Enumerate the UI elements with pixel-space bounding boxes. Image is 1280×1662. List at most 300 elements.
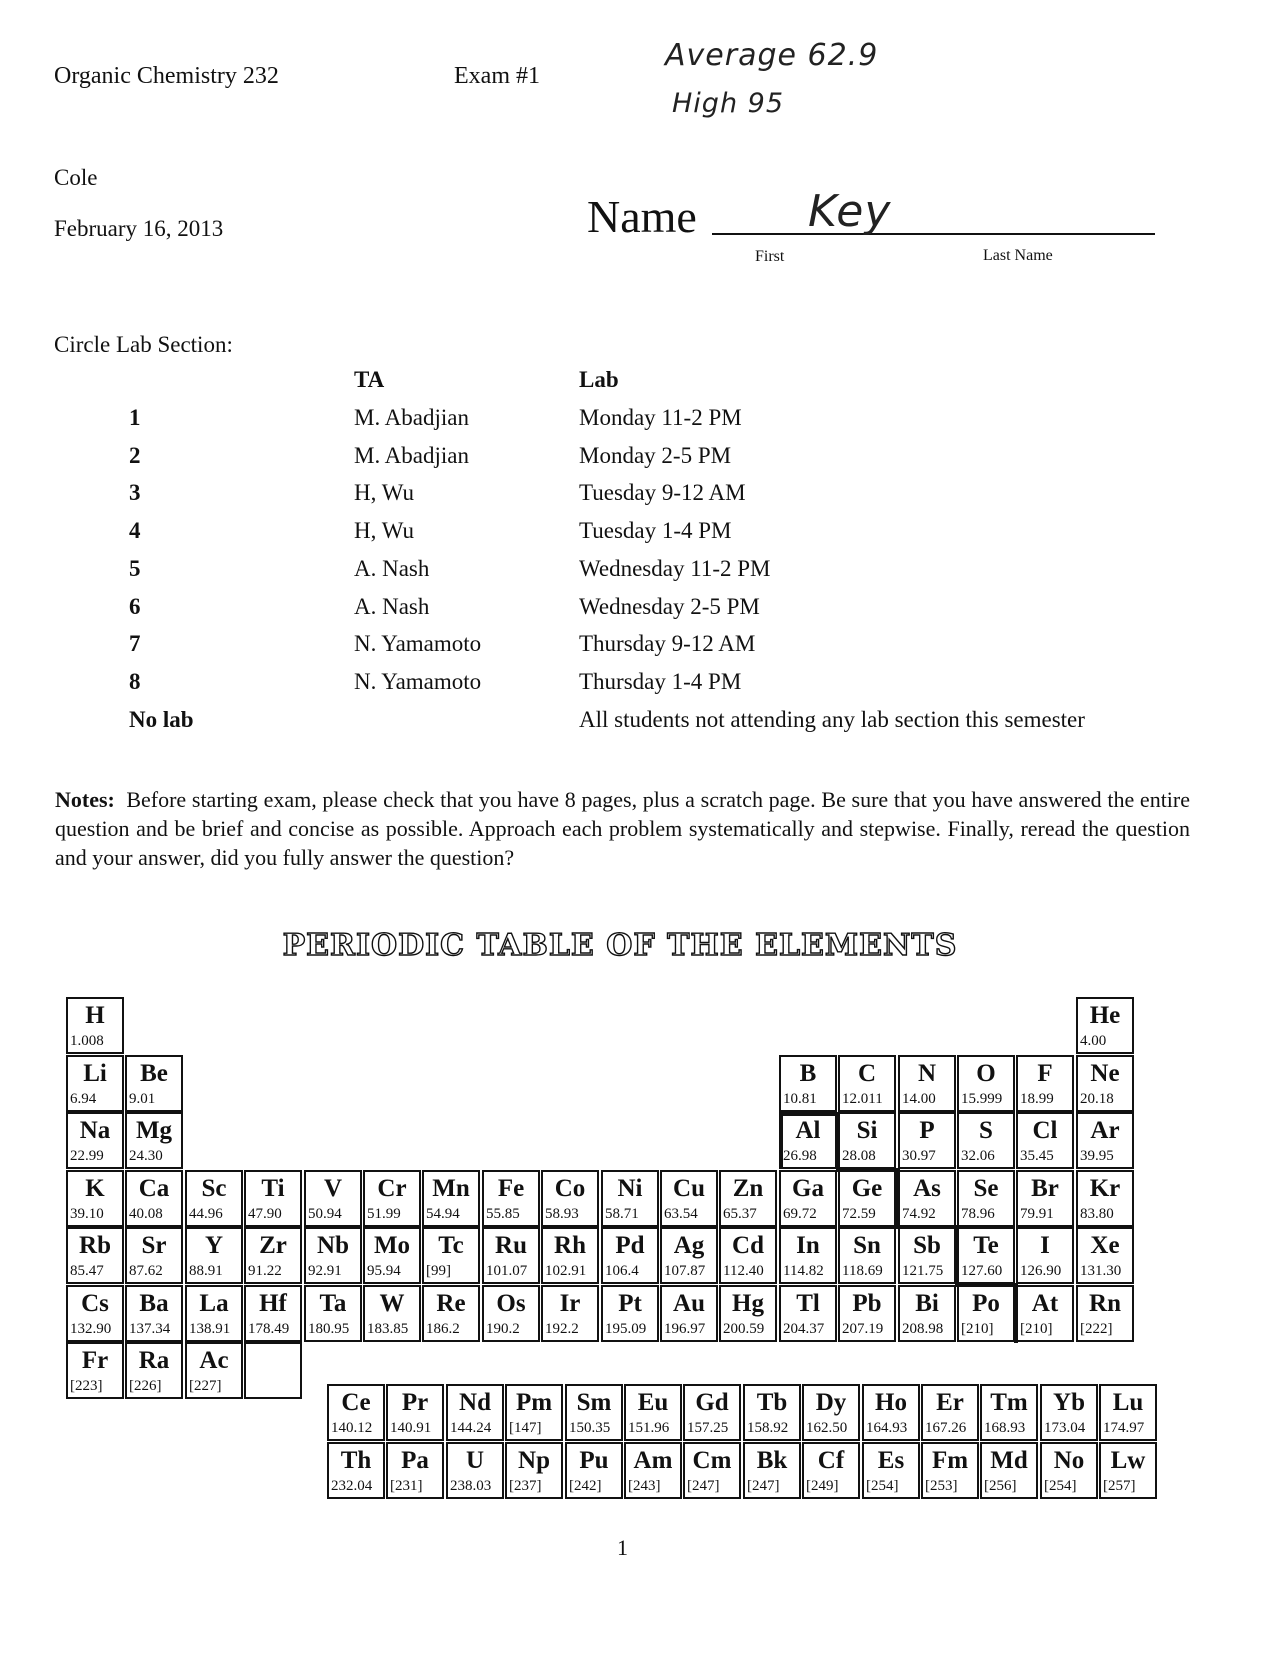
element-n [898,1055,956,1112]
atomic-mass: [254] [866,1478,899,1494]
element-ba [125,1285,183,1342]
element-symbol: Tc [438,1232,464,1259]
element-symbol: Zn [732,1175,764,1202]
element-pb [838,1285,896,1342]
element-xe [1076,1227,1134,1284]
element-tl [779,1285,837,1342]
element-sn [838,1227,896,1284]
element-bi [898,1285,956,1342]
lab-ta-name: H, Wu [354,518,414,543]
element-li [66,1055,124,1112]
element-symbol: W [379,1290,405,1317]
atomic-mass: 107.87 [664,1263,706,1279]
atomic-mass: 118.69 [842,1263,883,1279]
element-symbol: Br [1031,1175,1059,1202]
element-yb [1040,1384,1098,1441]
element-symbol: Lu [1112,1389,1144,1416]
element-symbol: Rn [1089,1290,1121,1317]
element-symbol: Be [140,1060,168,1087]
element-symbol: Si [856,1117,878,1144]
atomic-mass: 9.01 [129,1091,156,1107]
element-symbol: Rb [79,1232,111,1259]
atomic-mass: [223] [70,1378,103,1394]
atomic-mass: 238.03 [450,1478,492,1494]
atomic-mass: 162.50 [806,1420,848,1436]
element-md [980,1442,1038,1499]
atomic-mass: 72.59 [842,1206,876,1222]
element-tc [422,1227,480,1284]
element-fr [66,1342,124,1399]
element-symbol: U [465,1447,485,1474]
element-symbol: Am [633,1447,673,1474]
element-symbol: Xe [1090,1232,1120,1259]
element-se [957,1170,1015,1227]
element-symbol: Mn [432,1175,470,1202]
element-symbol: O [976,1060,996,1087]
element-zr [244,1227,302,1284]
element-pm [505,1384,563,1441]
element-symbol: Y [204,1232,224,1259]
element-symbol: Ho [875,1389,907,1416]
lab-header: Lab [579,367,619,392]
element-symbol: Li [83,1060,107,1087]
element-symbol: In [796,1232,820,1259]
atomic-mass: [253] [925,1478,958,1494]
element-symbol: Sc [201,1175,227,1202]
element-symbol: Ni [617,1175,643,1202]
element-symbol: La [199,1290,229,1317]
atomic-mass: 47.90 [248,1206,282,1222]
atomic-mass: 51.99 [367,1206,401,1222]
element-symbol: Cr [377,1175,407,1202]
atomic-mass: 32.06 [961,1148,995,1164]
element-pa [386,1442,444,1499]
lab-section-number: 2 [129,443,141,468]
handwritten-average: Average 62.9 [665,38,879,73]
lab-section-number: 5 [129,556,141,581]
element-h [66,997,124,1054]
element-symbol: Co [554,1175,586,1202]
element-symbol: Ca [138,1175,170,1202]
element-pt [601,1285,659,1342]
atomic-mass: 58.71 [605,1206,639,1222]
lab-time: Monday 11-2 PM [579,405,742,430]
atomic-mass: 167.26 [925,1420,967,1436]
element-be [125,1055,183,1112]
element-symbol: Ge [851,1175,883,1202]
element-symbol: Ga [792,1175,824,1202]
lab-time: Thursday 9-12 AM [579,631,756,656]
atomic-mass: 132.90 [70,1321,112,1337]
atomic-mass: 190.2 [486,1321,520,1337]
lab-section-number: 6 [129,594,141,619]
element-sb [898,1227,956,1284]
element-symbol: Eu [637,1389,669,1416]
element-symbol: Cm [692,1447,732,1474]
atomic-mass: 186.2 [426,1321,460,1337]
atomic-mass: 106.4 [605,1263,639,1279]
element-at [1016,1285,1074,1342]
element-symbol: Zr [259,1232,287,1259]
name-label: Name [587,191,697,242]
element-fm [921,1442,979,1499]
element-symbol: I [1040,1232,1050,1259]
atomic-mass: [237] [509,1478,542,1494]
atomic-mass: 200.59 [723,1321,765,1337]
atomic-mass: 39.10 [70,1206,104,1222]
atomic-mass: 131.30 [1080,1263,1122,1279]
element-ne [1076,1055,1134,1112]
element-sc [185,1170,243,1227]
element-symbol: Kr [1089,1175,1121,1202]
element-ga [779,1170,837,1227]
element-symbol: Au [673,1290,705,1317]
element-y [185,1227,243,1284]
element-symbol: Pt [618,1290,642,1317]
lab-ta-name: M. Abadjian [354,443,469,468]
notes-label: Notes: [55,787,115,812]
element-no [1040,1442,1098,1499]
element-symbol: Ar [1090,1117,1120,1144]
metal-nonmetal-divider [836,1168,896,1172]
element-na [66,1112,124,1169]
handwritten-high: High 95 [672,88,784,119]
element-symbol: Es [877,1447,905,1474]
element-symbol: Pa [401,1447,429,1474]
element-tb [743,1384,801,1441]
element-symbol: Bk [756,1447,788,1474]
atomic-mass: 157.25 [687,1420,729,1436]
atomic-mass: 178.49 [248,1321,290,1337]
atomic-mass: 44.96 [189,1206,223,1222]
atomic-mass: [231] [390,1478,423,1494]
element-pu [565,1442,623,1499]
atomic-mass: 10.81 [783,1091,817,1107]
atomic-mass: [227] [189,1378,222,1394]
atomic-mass: [222] [1080,1321,1113,1337]
element-i [1016,1227,1074,1284]
element-symbol: V [323,1175,343,1202]
element-symbol: Sr [141,1232,167,1259]
atomic-mass: [256] [984,1478,1017,1494]
element-ce [327,1384,385,1441]
lab-ta-name: A. Nash [354,594,430,619]
element-k [66,1170,124,1227]
atomic-mass: 151.96 [628,1420,670,1436]
element-symbol: Yb [1053,1389,1085,1416]
element-symbol: Cd [732,1232,764,1259]
atomic-mass: 39.95 [1080,1148,1114,1164]
lab-time: Wednesday 2-5 PM [579,594,760,619]
element-symbol: S [979,1117,993,1144]
atomic-mass: [210] [961,1321,994,1337]
atomic-mass: 180.95 [308,1321,350,1337]
atomic-mass: 35.45 [1020,1148,1054,1164]
element-symbol: Ag [673,1232,705,1259]
element-symbol: Ce [341,1389,371,1416]
element-tm [980,1384,1038,1441]
element-symbol: Tl [796,1290,820,1317]
metal-nonmetal-divider [779,1112,783,1169]
lab-time: Thursday 1-4 PM [579,669,742,694]
atomic-mass: 232.04 [331,1478,373,1494]
atomic-mass: 85.47 [70,1263,104,1279]
element-symbol: He [1089,1002,1121,1029]
element-gd [683,1384,741,1441]
lab-time: Wednesday 11-2 PM [579,556,771,581]
atomic-mass: 1.008 [70,1033,104,1049]
element-au [660,1285,718,1342]
atomic-mass: 138.91 [189,1321,231,1337]
lab-ta-name: N. Yamamoto [354,631,482,656]
element-cf [802,1442,860,1499]
element-symbol: Re [436,1290,466,1317]
element-symbol: Cf [817,1447,845,1474]
element-am [624,1442,682,1499]
atomic-mass: 12.011 [842,1091,883,1107]
atomic-mass: 208.98 [902,1321,944,1337]
element-u [446,1442,504,1499]
lab-time: Tuesday 9-12 AM [579,480,746,505]
element-ar [1076,1112,1134,1169]
atomic-mass: 88.91 [189,1263,223,1279]
atomic-mass: [249] [806,1478,839,1494]
element-ho [862,1384,920,1441]
atomic-mass: 54.94 [426,1206,460,1222]
element-symbol: Te [973,1232,999,1259]
atomic-mass: 196.97 [664,1321,706,1337]
lab-ta-name: N. Yamamoto [354,669,482,694]
element-symbol: Se [973,1175,999,1202]
element-c [838,1055,896,1112]
metal-nonmetal-divider [955,1225,959,1285]
element-f [1016,1055,1074,1112]
atomic-mass: 126.90 [1020,1263,1062,1279]
atomic-mass: 4.00 [1080,1033,1107,1049]
atomic-mass: [243] [628,1478,661,1494]
element-br [1016,1170,1074,1227]
element-ag [660,1227,718,1284]
atomic-mass: [247] [687,1478,720,1494]
element-symbol: Ba [139,1290,169,1317]
metal-nonmetal-divider [1014,1283,1018,1343]
element-symbol: Fm [931,1447,969,1474]
element-symbol: Ru [495,1232,527,1259]
atomic-mass: 144.24 [450,1420,492,1436]
element-hg [719,1285,777,1342]
atomic-mass: 74.92 [902,1206,936,1222]
metal-nonmetal-divider [836,1112,840,1172]
element-ra [125,1342,183,1399]
lab-section-number: 8 [129,669,141,694]
atomic-mass: 95.94 [367,1263,401,1279]
element-symbol: C [857,1060,877,1087]
atomic-mass: 20.18 [1080,1091,1114,1107]
element-symbol: Pb [852,1290,882,1317]
element-si [838,1112,896,1169]
element-symbol: Sb [913,1232,941,1259]
element-rh [541,1227,599,1284]
element-symbol: Ir [559,1290,581,1317]
atomic-mass: 63.54 [664,1206,698,1222]
element-symbol: No [1053,1447,1085,1474]
element-symbol: Er [936,1389,964,1416]
lab-time: Monday 2-5 PM [579,443,732,468]
element-cu [660,1170,718,1227]
atomic-mass: 15.999 [961,1091,1003,1107]
element-fe [482,1170,540,1227]
element-symbol: Nd [459,1389,491,1416]
atomic-mass: [257] [1103,1478,1136,1494]
exam-date: February 16, 2013 [54,216,224,241]
exam-notes [55,785,1190,872]
lab-time: Tuesday 1-4 PM [579,518,732,543]
element-symbol: Fr [81,1347,109,1374]
element-b [779,1055,837,1112]
element-er [921,1384,979,1441]
element-hf [244,1285,302,1342]
atomic-mass: [99] [426,1263,451,1279]
metal-nonmetal-divider [896,1225,956,1229]
element-symbol: Bi [915,1290,939,1317]
last-name-label: Last Name [983,247,1053,264]
element-sm [565,1384,623,1441]
instructor: Cole [54,165,98,190]
element-symbol: Mg [135,1117,173,1144]
atomic-mass: 121.75 [902,1263,944,1279]
element-es [862,1442,920,1499]
atomic-mass: 69.72 [783,1206,817,1222]
atomic-mass: 207.19 [842,1321,884,1337]
element-symbol: Cs [81,1290,109,1317]
element-nd [446,1384,504,1441]
atomic-mass: 14.00 [902,1091,936,1107]
element-symbol: Pm [515,1389,553,1416]
element-o [957,1055,1015,1112]
element-lu [1099,1384,1157,1441]
lab-ta-name: H, Wu [354,480,414,505]
lab-ta-name: A. Nash [354,556,430,581]
atomic-mass: [247] [747,1478,780,1494]
element-v [304,1170,362,1227]
element-in [779,1227,837,1284]
exam-number: Exam #1 [454,63,540,89]
element-os [482,1285,540,1342]
element-symbol: Pu [579,1447,609,1474]
element-la [185,1285,243,1342]
lab-section-number: 4 [129,518,141,543]
atomic-mass: 140.12 [331,1420,373,1436]
element-symbol: Hf [259,1290,287,1317]
element-empty [244,1342,302,1399]
element-symbol: Na [79,1117,111,1144]
atomic-mass: 87.62 [129,1263,163,1279]
element-symbol: Np [518,1447,550,1474]
element-lw [1099,1442,1157,1499]
element-cl [1016,1112,1074,1169]
atomic-mass: 40.08 [129,1206,163,1222]
lab-section-number: 1 [129,405,141,430]
element-rb [66,1227,124,1284]
element-rn [1076,1285,1134,1342]
element-symbol: Po [972,1290,1000,1317]
element-cs [66,1285,124,1342]
element-symbol: Ne [1090,1060,1120,1087]
element-symbol: Ta [319,1290,347,1317]
element-kr [1076,1170,1134,1227]
atomic-mass: 195.09 [605,1321,647,1337]
atomic-mass: 22.99 [70,1148,104,1164]
element-cm [683,1442,741,1499]
element-p [898,1112,956,1169]
atomic-mass: 114.82 [783,1263,824,1279]
atomic-mass: 24.30 [129,1148,163,1164]
element-symbol: Th [340,1447,372,1474]
element-ca [125,1170,183,1227]
course-title: Organic Chemistry 232 [54,63,279,89]
element-mg [125,1112,183,1169]
element-ac [185,1342,243,1399]
element-ge [838,1170,896,1227]
atomic-mass: 127.60 [961,1263,1003,1279]
element-w [363,1285,421,1342]
atomic-mass: 173.04 [1044,1420,1086,1436]
element-ta [304,1285,362,1342]
element-ru [482,1227,540,1284]
metal-nonmetal-divider [779,1112,839,1116]
first-name-label: First [755,248,785,265]
element-symbol: At [1031,1290,1059,1317]
element-symbol: Ti [261,1175,285,1202]
notes-text: Before starting exam, please check that you have 8 pages, plus a scratch page. Be sure that you have answered the entire question and be brief and concise as possible. Approach each problem systematically and stepwise. Finally, reread the question and your answer, did you fully answer the question? [55,787,1191,870]
lab-section-number: 3 [129,480,141,505]
atomic-mass: 168.93 [984,1420,1026,1436]
element-symbol: H [85,1002,105,1029]
atomic-mass: 101.07 [486,1263,528,1279]
atomic-mass: 78.96 [961,1206,995,1222]
element-ti [244,1170,302,1227]
element-symbol: Tm [990,1389,1028,1416]
atomic-mass: 55.85 [486,1206,520,1222]
element-symbol: Hg [732,1290,764,1317]
atomic-mass: 79.91 [1020,1206,1054,1222]
atomic-mass: [226] [129,1378,162,1394]
element-re [422,1285,480,1342]
element-symbol: Nb [317,1232,349,1259]
element-th [327,1442,385,1499]
element-symbol: Sm [576,1389,612,1416]
element-symbol: P [919,1117,935,1144]
atomic-mass: 164.93 [866,1420,908,1436]
element-symbol: Md [990,1447,1028,1474]
atomic-mass: 102.91 [545,1263,587,1279]
element-pr [386,1384,444,1441]
atomic-mass: 140.91 [390,1420,432,1436]
element-symbol: K [85,1175,105,1202]
atomic-mass: 28.08 [842,1148,876,1164]
element-te [957,1227,1015,1284]
element-po [957,1285,1015,1342]
atomic-mass: 91.22 [248,1263,282,1279]
lab-instruction: Circle Lab Section: [54,332,233,357]
lab-time: All students not attending any lab section this semester [579,707,1085,732]
element-symbol: Pd [615,1232,645,1259]
atomic-mass: 192.2 [545,1321,579,1337]
atomic-mass: [254] [1044,1478,1077,1494]
element-mo [363,1227,421,1284]
ta-header: TA [354,367,385,392]
element-symbol: Gd [695,1389,729,1416]
